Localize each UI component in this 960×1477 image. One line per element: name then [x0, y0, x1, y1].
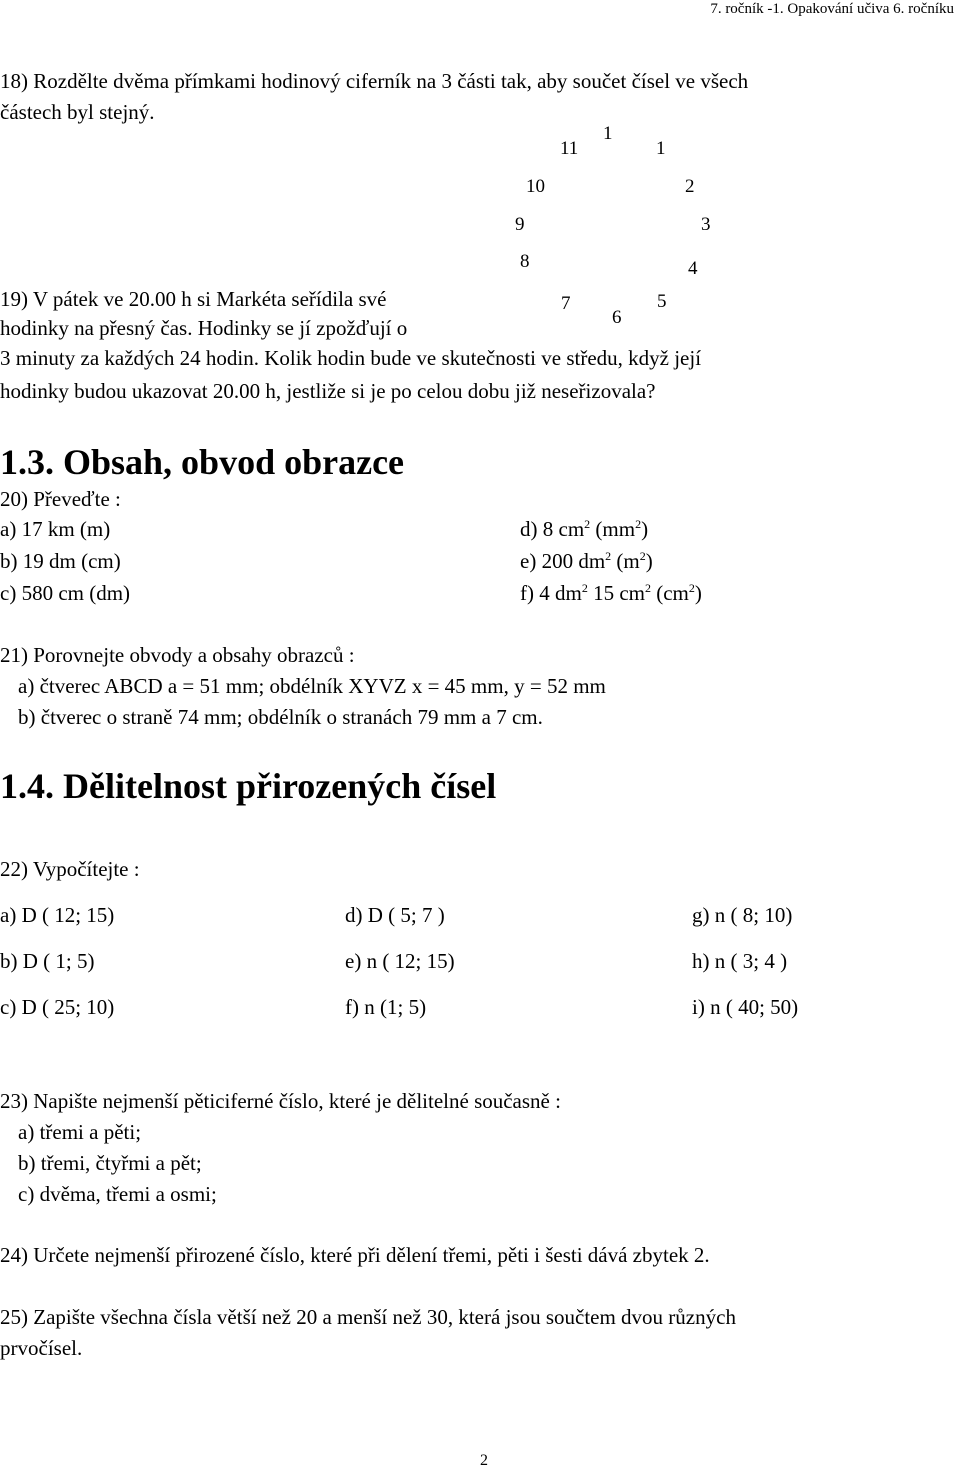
task-22-d: d) D ( 5; 7 ): [345, 903, 445, 927]
task-21-a: a) čtverec ABCD a = 51 mm; obdélník XYVZ x = 45 mm, y = 52 mm: [18, 674, 606, 698]
clock-number-12-part1: 1: [603, 123, 613, 144]
page-header: 7. ročník -1. Opakování učiva 6. ročníku: [710, 1, 954, 17]
task-19-line-1: 19) V pátek ve 20.00 h si Markéta seřídila své: [0, 287, 387, 311]
clock-number-7: 7: [561, 293, 571, 314]
section-heading-1-4: 1.4. Dělitelnost přirozených čísel: [0, 766, 497, 806]
task-22-e: e) n ( 12; 15): [345, 949, 455, 973]
task-22-i: i) n ( 40; 50): [692, 995, 799, 1019]
task-21-b: b) čtverec o straně 74 mm; obdélník o stranách 79 mm a 7 cm.: [18, 705, 543, 729]
task-20-e: e) 200 $dm^2$ $(m^2)$: [520, 549, 653, 573]
task-23-c: c) dvěma, třemi a osmi;: [18, 1182, 217, 1206]
task-21-title: 21) Porovnejte obvody a obsahy obrazců :: [0, 643, 355, 667]
task-22-c: c) D ( 25; 10): [0, 995, 115, 1019]
section-heading-1-3: 1.3. Obsah, obvod obrazce: [0, 442, 405, 482]
task-22-b: b) D ( 1; 5): [0, 949, 95, 973]
task-25-line-1: 25) Zapište všechna čísla větší než 20 a menší než 30, která jsou součtem dvou různých: [0, 1305, 736, 1329]
task-20-title: 20) Převeďte :: [0, 487, 121, 511]
task-22-h: h) n ( 3; 4 ): [692, 949, 788, 973]
clock-number-1: 1: [656, 138, 666, 159]
task-19-line-3: 3 minuty za každých 24 hodin. Kolik hodin bude ve skutečnosti ve středu, když její: [0, 346, 702, 370]
task-20-d: d) 8 $cm^2$ $(mm^2)$: [520, 517, 649, 541]
clock-number-11: 11: [560, 138, 579, 159]
task-20-b: b) 19 dm (cm): [0, 549, 121, 573]
task-18-line-1: 18) Rozdělte dvěma přímkami hodinový ciferník na 3 části tak, aby součet čísel ve všech: [0, 69, 749, 93]
task-23-a: a) třemi a pěti;: [18, 1120, 142, 1144]
clock-number-9: 9: [515, 214, 525, 235]
page-number: 2: [480, 1452, 488, 1469]
task-20-c: c) 580 cm (dm): [0, 581, 131, 605]
clock-number-8: 8: [520, 251, 530, 272]
task-24: 24) Určete nejmenší přirozené číslo, které při dělení třemi, pěti i šesti dává zbytek 2.: [0, 1243, 710, 1267]
task-19-line-2: hodinky na přesný čas. Hodinky se jí zpožďují o: [0, 316, 408, 340]
clock-number-10: 10: [526, 176, 545, 197]
task-20-a: a) 17 km (m): [0, 517, 111, 541]
clock-number-3: 3: [701, 214, 711, 235]
clock-number-4: 4: [688, 258, 698, 279]
task-23-b: b) třemi, čtyřmi a pět;: [18, 1151, 202, 1175]
task-22-a: a) D ( 12; 15): [0, 903, 115, 927]
task-22-title: 22) Vypočítejte :: [0, 857, 140, 881]
clock-number-5: 5: [657, 291, 667, 312]
clock-number-2: 2: [685, 176, 695, 197]
clock-number-6: 6: [612, 307, 622, 328]
task-25-line-2: prvočísel.: [0, 1336, 83, 1360]
task-23-title: 23) Napište nejmenší pěticiferné číslo, které je dělitelné současně :: [0, 1089, 561, 1113]
task-19-line-4: hodinky budou ukazovat 20.00 h, jestliže si je po celou dobu již neseřizovala?: [0, 379, 656, 403]
task-22-g: g) n ( 8; 10): [692, 903, 793, 927]
task-20-f: f) 4 $dm^2$ 15 $cm^2$ $(cm^2)$: [520, 581, 702, 605]
task-18-line-2: částech byl stejný.: [0, 100, 155, 124]
task-22-f: f) n (1; 5): [345, 995, 427, 1019]
